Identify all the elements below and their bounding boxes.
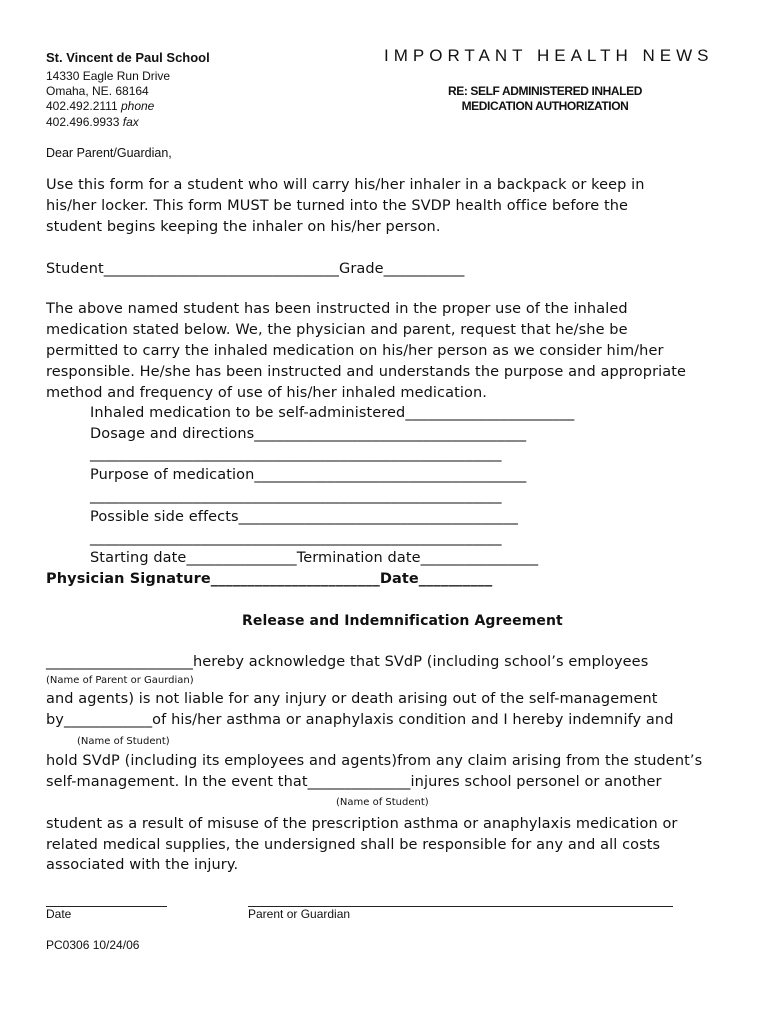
statement-line-2: medication stated below. We, the physician and parent, request that he/she be: [46, 322, 628, 338]
side-effects-field[interactable]: Possible side effects______________________________________: [90, 509, 518, 525]
fax-label: fax: [122, 115, 139, 129]
date-label: Date: [46, 907, 72, 921]
school-name: St. Vincent de Paul School: [46, 50, 210, 65]
purpose-field[interactable]: Purpose of medication_____________________________________: [90, 467, 527, 483]
label-student-name-2: (Name of Student): [336, 797, 429, 808]
release-parent-field[interactable]: ____________________hereby acknowledge that SVdP (including school’s employees: [46, 654, 649, 670]
address-street: 14330 Eagle Run Drive: [46, 69, 171, 83]
student-grade-field[interactable]: Student________________________________Grade___________: [46, 261, 465, 277]
statement-line-5: method and frequency of use of his/her inhaled medication.: [46, 385, 487, 401]
medication-name-field[interactable]: Inhaled medication to be self-administered_______________________: [90, 405, 575, 421]
intro-line-2: his/her locker. This form MUST be turned into the SVDP health office before the: [46, 198, 629, 214]
physician-signature-field[interactable]: Physician Signature_______________________Date__________: [46, 571, 493, 587]
side-effects-field-continued[interactable]: ________________________________________________________: [90, 530, 502, 546]
label-student-name-1: (Name of Student): [77, 736, 170, 747]
release-student-field-1[interactable]: by____________of his/her asthma or anaphylaxis condition and I hereby indemnify and: [46, 712, 674, 728]
purpose-field-continued[interactable]: ________________________________________________________: [90, 488, 502, 504]
release-title: Release and Indemnification Agreement: [242, 613, 563, 629]
release-line-7: related medical supplies, the undersigned shall be responsible for any and all costs: [46, 837, 661, 853]
address-city: Omaha, NE. 68164: [46, 84, 149, 98]
release-line-2: and agents) is not liable for any injury or death arising out of the self-management: [46, 691, 658, 707]
release-student-field-2[interactable]: self-management. In the event that______________injures school personel or another: [46, 774, 662, 790]
statement-line-1: The above named student has been instructed in the proper use of the inhaled: [46, 301, 628, 317]
phone-number: 402.492.2111: [46, 99, 118, 113]
form-code: PC0306 10/24/06: [46, 938, 140, 952]
phone-label: phone: [120, 99, 155, 113]
page-title: IMPORTANT HEALTH NEWS: [384, 46, 714, 65]
re-line-1: RE: SELF ADMINISTERED INHALED: [448, 84, 642, 98]
dosage-field[interactable]: Dosage and directions_____________________________________: [90, 426, 527, 442]
phone-line: [46, 99, 154, 114]
statement-line-3: permitted to carry the inhaled medication on his/her person as we consider him/her: [46, 343, 664, 359]
release-line-4: hold SVdP (including its employees and agents)from any claim arising from the student’s: [46, 753, 703, 769]
re-line-2: MEDICATION AUTHORIZATION: [461, 99, 629, 113]
release-line-6: student as a result of misuse of the prescription asthma or anaphylaxis medication or: [46, 816, 678, 832]
parent-guardian-label: Parent or Guardian: [248, 907, 351, 921]
fax-line: [46, 115, 139, 130]
greeting: Dear Parent/Guardian,: [46, 146, 172, 160]
statement-line-4: responsible. He/she has been instructed and understands the purpose and appropriate: [46, 364, 687, 380]
release-line-8: associated with the injury.: [46, 857, 239, 873]
label-parent-name: (Name of Parent or Gaurdian): [46, 675, 194, 686]
dosage-field-continued[interactable]: ________________________________________________________: [90, 446, 502, 462]
intro-line-3: student begins keeping the inhaler on his/her person.: [46, 219, 441, 235]
dates-field[interactable]: Starting date_______________Termination date________________: [90, 550, 539, 566]
fax-number: 402.496.9933: [46, 115, 120, 129]
intro-line-1: Use this form for a student who will carry his/her inhaler in a backpack or keep in: [46, 177, 645, 193]
